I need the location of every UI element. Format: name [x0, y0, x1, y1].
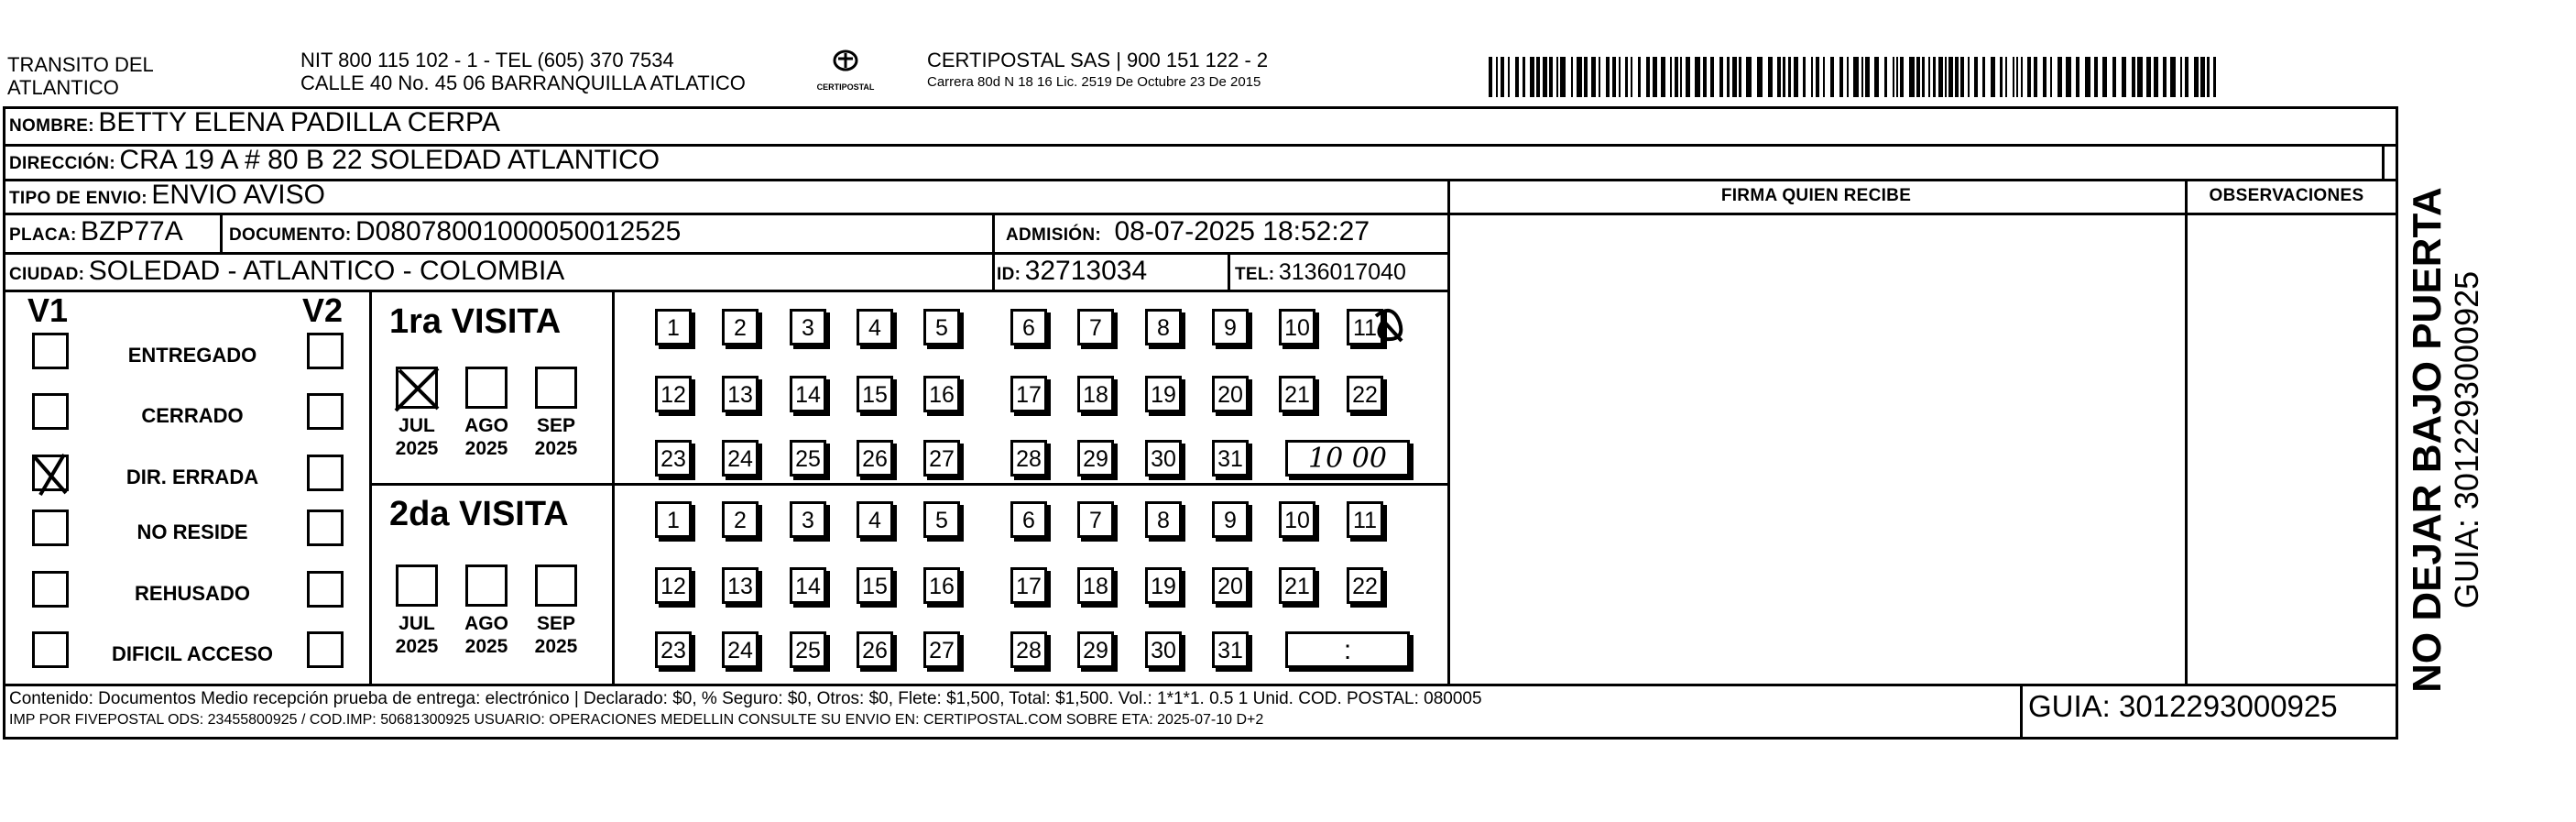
tipo-label: TIPO DE ENVIO:	[9, 189, 147, 208]
barcode-bar	[1599, 57, 1600, 97]
barcode-bar	[2180, 57, 2182, 97]
documento-value: D08078001000050012525	[355, 216, 682, 247]
barcode-bar	[2137, 57, 2143, 97]
barcode-bar	[2146, 57, 2151, 97]
barcode	[1489, 57, 2221, 97]
sender-contact: NIT 800 115 102 - 1 - TEL (605) 370 7534 CALLE 40 No. 45 06 BARRANQUILLA ATLATICO	[300, 49, 746, 94]
status-label: DIFICIL ACCESO	[111, 642, 273, 665]
day-box[interactable]: 29	[1077, 440, 1114, 477]
id-value: 32713034	[1024, 256, 1148, 286]
barcode-bar	[1584, 57, 1588, 97]
direccion-value: CRA 19 A # 80 B 22 SOLEDAD ATLANTICO	[119, 145, 660, 175]
barcode-bar	[1727, 57, 1730, 97]
footer-print-info: IMP POR FIVEPOSTAL ODS: 23455800925 / COD.IMP: 50681300925 USUARIO: OPERACIONES MEDELLIN CONSULTE SU ENVIO EN: CERTIPOSTAL.COM SOBRE ETA: 2025-07-10 D+2	[9, 712, 1264, 728]
day-box[interactable]: 22	[1347, 567, 1383, 604]
barcode-bar	[1788, 57, 1791, 97]
barcode-bar	[1591, 57, 1596, 97]
day-box[interactable]: 16	[923, 567, 960, 604]
barcode-bar	[1900, 57, 1904, 97]
v2-header: V2	[302, 291, 344, 329]
barcode-bar	[2021, 57, 2023, 97]
month-label: AGO 2025	[464, 613, 508, 657]
status-label: NO RESIDE	[136, 521, 248, 543]
barcode-bar	[1549, 57, 1553, 97]
barcode-bar	[1543, 57, 1547, 97]
day-box[interactable]: 31	[1212, 631, 1249, 668]
status-label: CERRADO	[141, 404, 244, 427]
day-box[interactable]: 11	[1347, 501, 1383, 538]
day-box[interactable]: 5	[923, 309, 960, 345]
barcode-bar	[2016, 57, 2018, 97]
barcode-bar	[1811, 57, 1813, 97]
barcode-bar	[1631, 57, 1632, 97]
day-box[interactable]: 3	[790, 309, 826, 345]
barcode-bar	[1560, 57, 1566, 97]
month-label: JUL 2025	[395, 415, 439, 459]
barcode-bar	[1893, 57, 1894, 97]
day-box[interactable]: 13	[722, 567, 759, 604]
day-box[interactable]: 1	[655, 309, 692, 345]
ciudad-label: CIUDAD:	[9, 265, 85, 284]
status-label: ENTREGADO	[127, 344, 257, 367]
day-box[interactable]: 27	[923, 631, 960, 668]
barcode-bar	[1523, 57, 1525, 97]
day-box[interactable]: 6	[1010, 501, 1047, 538]
barcode-bar	[1719, 57, 1723, 97]
day-box[interactable]: 26	[857, 440, 893, 477]
barcode-bar	[1695, 57, 1700, 97]
handwritten-marks	[0, 0, 1466, 696]
status-label: REHUSADO	[135, 582, 250, 605]
tipo-value: ENVIO AVISO	[151, 180, 325, 210]
barcode-bar	[1982, 57, 1985, 97]
direccion-label: DIRECCIÓN:	[9, 154, 115, 173]
barcode-bar	[2170, 57, 2176, 97]
time-box[interactable]: 10 00	[1285, 440, 1410, 477]
sender-name: TRANSITO DEL ATLANTICO	[7, 53, 154, 99]
barcode-bar	[2027, 57, 2031, 97]
day-box[interactable]: 29	[1077, 631, 1114, 668]
day-box[interactable]: 11	[1347, 309, 1383, 345]
barcode-bar	[1839, 57, 1843, 97]
barcode-bar	[2163, 57, 2167, 97]
nombre-value: BETTY ELENA PADILLA CERPA	[98, 107, 500, 137]
day-box[interactable]: 15	[857, 376, 893, 412]
barcode-bar	[1577, 57, 1582, 97]
barcode-bar	[1933, 57, 1936, 97]
svg-text:CERTIPOSTAL: CERTIPOSTAL	[816, 82, 875, 92]
day-box[interactable]: 6	[1010, 309, 1047, 345]
barcode-bar	[1571, 57, 1573, 97]
barcode-bar	[1874, 57, 1879, 97]
barcode-bar	[1530, 57, 1534, 97]
barcode-bar	[1675, 57, 1678, 97]
second-visit-title: 2da VISITA	[389, 495, 569, 533]
tel-label: TEL:	[1235, 265, 1275, 284]
status-label: DIR. ERRADA	[126, 466, 259, 488]
month-label: SEP 2025	[534, 415, 578, 459]
day-box[interactable]: 2	[722, 309, 759, 345]
nombre-label: NOMBRE:	[9, 116, 94, 136]
day-box[interactable]: 24	[722, 440, 759, 477]
day-box[interactable]: 9	[1212, 309, 1249, 345]
day-box[interactable]: 31	[1212, 440, 1249, 477]
day-box[interactable]: 7	[1077, 501, 1114, 538]
day-box[interactable]: 12	[655, 567, 692, 604]
barcode-bar	[1830, 57, 1834, 97]
barcode-bar	[1896, 57, 1898, 97]
barcode-bar	[1960, 57, 1964, 97]
barcode-bar	[1991, 57, 1995, 97]
barcode-bar	[1670, 57, 1672, 97]
day-box[interactable]: 7	[1077, 309, 1114, 345]
day-box[interactable]: 16	[923, 376, 960, 412]
barcode-bar	[1823, 57, 1825, 97]
day-box[interactable]: 17	[1010, 567, 1047, 604]
footer-guia: GUIA: 3012293000925	[2028, 689, 2338, 723]
day-box[interactable]: 27	[923, 440, 960, 477]
barcode-bar	[1968, 57, 1970, 97]
observaciones-label: OBSERVACIONES	[2209, 186, 2364, 205]
barcode-bar	[2043, 57, 2047, 97]
day-box[interactable]: 17	[1010, 376, 1047, 412]
barcode-bar	[1612, 57, 1616, 97]
barcode-bar	[1686, 57, 1690, 97]
barcode-bar	[1646, 57, 1650, 97]
barcode-bar	[1945, 57, 1947, 97]
barcode-bar	[1948, 57, 1953, 97]
barcode-bar	[1703, 57, 1707, 97]
barcode-bar	[1653, 57, 1657, 97]
barcode-bar	[1803, 57, 1806, 97]
day-box[interactable]: 22	[1347, 376, 1383, 412]
side-label	[2407, 119, 2485, 761]
barcode-bar	[2132, 57, 2135, 97]
barcode-bar	[2076, 57, 2079, 97]
barcode-bar	[1638, 57, 1641, 97]
first-visit-title: 1ra VISITA	[389, 302, 562, 341]
barcode-bar	[1865, 57, 1870, 97]
admision-value: 08-07-2025 18:52:27	[1114, 216, 1370, 247]
barcode-bar	[1794, 57, 1798, 97]
documento-label: DOCUMENTO:	[229, 225, 352, 245]
barcode-bar	[2013, 57, 2014, 97]
barcode-bar	[2102, 57, 2107, 97]
day-box[interactable]: 19	[1145, 567, 1182, 604]
footer-content: Contenido: Documentos Medio recepción prueba de entrega: electrónico | Declarado: $0, % Seguro: $0, Otros: $0, Flete: $1,500, Total: $1,500. Vol.: 1*1*1. 0.5 1 Unid. COD. POSTAL: 080005	[9, 689, 1482, 708]
observaciones-area[interactable]	[2190, 218, 2396, 681]
barcode-bar	[2005, 57, 2007, 97]
day-box[interactable]: 2	[722, 501, 759, 538]
day-box[interactable]: 4	[857, 501, 893, 538]
barcode-bar	[1938, 57, 1943, 97]
barcode-bar	[1916, 57, 1920, 97]
barcode-bar	[1680, 57, 1682, 97]
day-box[interactable]: 4	[857, 309, 893, 345]
day-box[interactable]: 21	[1279, 376, 1315, 412]
day-box[interactable]: 28	[1010, 440, 1047, 477]
barcode-bar	[1768, 57, 1773, 97]
barcode-bar	[1739, 57, 1741, 97]
barcode-bar	[1606, 57, 1610, 97]
barcode-bar	[2200, 57, 2205, 97]
ciudad-value: SOLEDAD - ATLANTICO - COLOMBIA	[88, 256, 565, 286]
barcode-bar	[1508, 57, 1510, 97]
day-box[interactable]: 8	[1145, 309, 1182, 345]
tel-value: 3136017040	[1278, 259, 1406, 285]
barcode-bar	[1816, 57, 1819, 97]
barcode-bar	[2207, 57, 2210, 97]
barcode-bar	[2122, 57, 2126, 97]
barcode-bar	[1732, 57, 1737, 97]
barcode-bar	[1501, 57, 1504, 97]
barcode-bar	[2112, 57, 2116, 97]
day-box[interactable]: 23	[655, 440, 692, 477]
barcode-bar	[2185, 57, 2189, 97]
time-box[interactable]: :	[1285, 631, 1410, 668]
day-box[interactable]: 25	[790, 440, 826, 477]
id-label: ID:	[997, 265, 1021, 284]
signature-area[interactable]	[1453, 218, 2182, 681]
barcode-bar	[1847, 57, 1849, 97]
barcode-bar	[1661, 57, 1665, 97]
month-label: SEP 2025	[534, 613, 578, 657]
carrier-info: CERTIPOSTAL SAS | 900 151 122 - 2 Carrera 80d N 18 16 Lic. 2519 De Octubre 23 De 2015	[927, 49, 1269, 90]
barcode-bar	[1619, 57, 1621, 97]
barcode-bar	[2000, 57, 2003, 97]
barcode-bar	[1746, 57, 1752, 97]
barcode-bar	[1955, 57, 1959, 97]
barcode-bar	[2066, 57, 2071, 97]
placa-value: BZP77A	[81, 216, 183, 247]
day-box[interactable]: 14	[790, 376, 826, 412]
day-box[interactable]: 20	[1212, 376, 1249, 412]
barcode-bar	[2058, 57, 2062, 97]
no-dejar-bajo-puerta: NO DEJAR BAJO PUERTA	[2405, 187, 2450, 693]
day-box[interactable]: 18	[1077, 376, 1114, 412]
day-box[interactable]: 5	[923, 501, 960, 538]
barcode-bar	[1489, 57, 1492, 97]
barcode-bar	[1496, 57, 1498, 97]
barcode-bar	[1909, 57, 1915, 97]
barcode-bar	[1783, 57, 1785, 97]
barcode-bar	[1928, 57, 1930, 97]
day-box[interactable]: 9	[1212, 501, 1249, 538]
day-box[interactable]: 10	[1279, 309, 1315, 345]
day-box[interactable]: 24	[722, 631, 759, 668]
barcode-bar	[1861, 57, 1863, 97]
barcode-bar	[1777, 57, 1781, 97]
barcode-bar	[2213, 57, 2216, 97]
firma-label: FIRMA QUIEN RECIBE	[1720, 186, 1912, 205]
day-box[interactable]: 25	[790, 631, 826, 668]
placa-label: PLACA:	[9, 225, 77, 245]
barcode-bar	[2034, 57, 2037, 97]
day-box[interactable]: 23	[655, 631, 692, 668]
barcode-bar	[1853, 57, 1859, 97]
day-box[interactable]: 3	[790, 501, 826, 538]
day-box[interactable]: 19	[1145, 376, 1182, 412]
barcode-bar	[1625, 57, 1628, 97]
barcode-bar	[2194, 57, 2199, 97]
day-box[interactable]: 28	[1010, 631, 1047, 668]
day-box[interactable]: 20	[1212, 567, 1249, 604]
day-box[interactable]: 30	[1145, 631, 1182, 668]
side-guia: GUIA: 3012293000925	[2448, 270, 2485, 609]
barcode-bar	[1536, 57, 1540, 97]
day-box[interactable]: 21	[1279, 567, 1315, 604]
day-box[interactable]: 10	[1279, 501, 1315, 538]
barcode-bar	[1884, 57, 1887, 97]
month-label: AGO 2025	[464, 415, 508, 459]
v1-header: V1	[27, 291, 69, 329]
barcode-bar	[1710, 57, 1714, 97]
barcode-bar	[1515, 57, 1519, 97]
day-box[interactable]: 8	[1145, 501, 1182, 538]
month-label: JUL 2025	[395, 613, 439, 657]
day-box[interactable]: 1	[655, 501, 692, 538]
day-box[interactable]: 12	[655, 376, 692, 412]
day-box[interactable]: 14	[790, 567, 826, 604]
barcode-bar	[2094, 57, 2098, 97]
barcode-bar	[1922, 57, 1925, 97]
admision-label: ADMISIÓN:	[1006, 225, 1102, 245]
day-box[interactable]: 26	[857, 631, 893, 668]
day-box[interactable]: 13	[722, 376, 759, 412]
day-box[interactable]: 15	[857, 567, 893, 604]
barcode-bar	[2085, 57, 2090, 97]
day-box[interactable]: 18	[1077, 567, 1114, 604]
barcode-bar	[2154, 57, 2158, 97]
day-box[interactable]: 30	[1145, 440, 1182, 477]
barcode-bar	[1974, 57, 1978, 97]
barcode-bar	[1757, 57, 1763, 97]
barcode-bar	[2050, 57, 2052, 97]
barcode-bar	[1556, 57, 1558, 97]
